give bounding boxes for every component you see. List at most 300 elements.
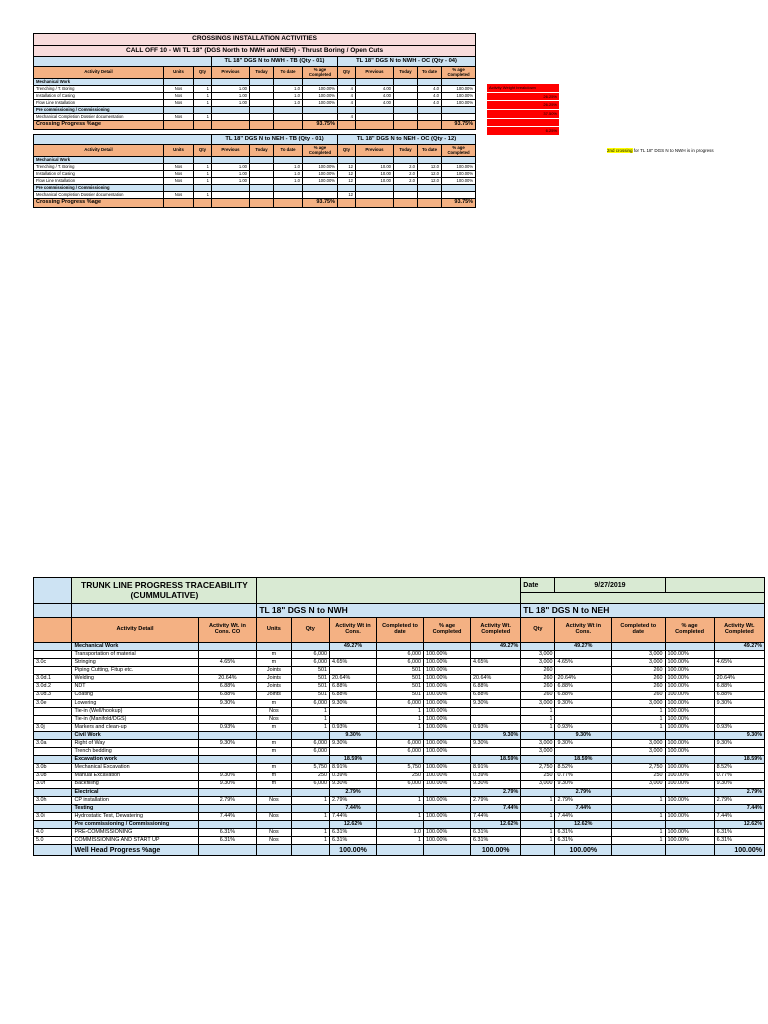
table-cell: Testing: [72, 804, 198, 812]
table-cell: Nos: [257, 715, 291, 723]
blank-cell: [442, 185, 476, 192]
table-cell: 9.30%: [471, 699, 521, 707]
table-row: [34, 100, 476, 107]
table-cell: [424, 804, 471, 812]
table-cell: Excavation work: [72, 756, 198, 764]
table-cell: Nos: [164, 164, 194, 171]
table-cell: 100.00%: [665, 723, 714, 731]
table-cell: Pre commissioning / Commissioning: [72, 821, 198, 829]
table-cell: 12.62%: [555, 821, 612, 829]
table-row: [34, 707, 765, 715]
table-cell: 20.64%: [471, 675, 521, 683]
blank-cell: [212, 79, 250, 86]
table-cell: 250: [291, 772, 329, 780]
table-row: [34, 780, 765, 788]
group-nwh: TL 18" DGS N to NWH: [257, 604, 521, 618]
table-cell: Trenching / T. Boring: [34, 86, 164, 93]
table-cell: 100.00%: [303, 93, 338, 100]
table-cell: Nos: [257, 812, 291, 820]
table-cell: 100.00%: [424, 691, 471, 699]
table-cell: [394, 100, 418, 107]
table-cell: Nos: [257, 707, 291, 715]
table-cell: 9.30%: [471, 740, 521, 748]
table-row: [34, 651, 765, 659]
table-cell: 260: [521, 683, 555, 691]
table-cell: Welding: [72, 675, 198, 683]
table-cell: Flow Line Installation: [34, 100, 164, 107]
blank-cell: [442, 107, 476, 114]
table-cell: 100.00%: [665, 675, 714, 683]
blank-cell: [356, 107, 394, 114]
table-cell: 12.0: [418, 171, 442, 178]
table-cell: [198, 707, 257, 715]
table-cell: 4.0: [418, 100, 442, 107]
table-row: [34, 829, 765, 837]
total-left: 93.75%: [303, 121, 338, 130]
table-cell: [291, 643, 329, 651]
table-cell: [274, 192, 303, 199]
table-cell: 1: [377, 812, 424, 820]
table-cell: 100.00%: [442, 100, 476, 107]
table-cell: [377, 804, 424, 812]
table-row: [34, 86, 476, 93]
blank-cell: [34, 578, 72, 604]
table-cell: [250, 86, 274, 93]
blank-cell: [212, 121, 250, 130]
table-cell: 8.52%: [555, 764, 612, 772]
table-cell: 9.30%: [198, 740, 257, 748]
table-cell: [471, 707, 521, 715]
table-cell: 7.44%: [198, 812, 257, 820]
table-row: [34, 740, 765, 748]
blank-cell: [274, 79, 303, 86]
table-cell: 12.62%: [714, 821, 764, 829]
table-cell: [424, 756, 471, 764]
table-cell: 100.00%: [424, 740, 471, 748]
table-cell: [198, 764, 257, 772]
table-cell: NDT: [72, 683, 198, 691]
section-row: [34, 643, 765, 651]
table-cell: 7.44%: [714, 804, 764, 812]
table-cell: [665, 756, 714, 764]
column-header: Today: [250, 67, 274, 79]
table-cell: [418, 192, 442, 199]
table-cell: [198, 651, 257, 659]
table-cell: COMMISSIONING AND START UP: [72, 837, 198, 845]
table-cell: 100.00%: [424, 707, 471, 715]
activity-weight-box: [487, 84, 559, 136]
table-cell: 1: [612, 812, 665, 820]
table-cell: 4.65%: [198, 659, 257, 667]
table-cell: 100.00%: [665, 715, 714, 723]
table-cell: [212, 192, 250, 199]
table-cell: 5.0: [34, 837, 72, 845]
blank-cell: [418, 79, 442, 86]
table-cell: 6.31%: [714, 837, 764, 845]
blank-cell: [356, 79, 394, 86]
table-cell: Markers and clean-up: [72, 723, 198, 731]
table-cell: 100.00%: [665, 812, 714, 820]
table-cell: m: [257, 659, 291, 667]
group-header-right: TL 18" DGS N to NEH - OC (Qty - 12): [338, 135, 476, 145]
table-cell: 9.30%: [714, 740, 764, 748]
table-cell: Nos: [164, 171, 194, 178]
table-cell: 2.79%: [471, 796, 521, 804]
table-cell: 2.79%: [329, 796, 376, 804]
table-cell: [424, 643, 471, 651]
weight-value: 6.25%: [487, 127, 559, 136]
table-cell: [250, 164, 274, 171]
blank-cell: [303, 107, 338, 114]
table-row: [34, 114, 476, 121]
table-cell: 1: [291, 837, 329, 845]
table-cell: 6.31%: [198, 837, 257, 845]
table-cell: Manual Excavation: [72, 772, 198, 780]
table-cell: 100.00%: [442, 171, 476, 178]
table-row: [34, 691, 765, 699]
table-row: [34, 748, 765, 756]
blank-cell: [356, 185, 394, 192]
table-cell: 1: [612, 723, 665, 731]
table-cell: 6.88%: [329, 683, 376, 691]
table-cell: [329, 651, 376, 659]
table-cell: 4.65%: [329, 659, 376, 667]
table-cell: 1: [521, 812, 555, 820]
column-header: Units: [164, 67, 194, 79]
table-cell: 7.44%: [329, 804, 376, 812]
table-cell: Joints: [257, 675, 291, 683]
table-cell: 18.59%: [555, 756, 612, 764]
table-cell: 6,000: [377, 748, 424, 756]
table-cell: PRE-COMMISSIONING: [72, 829, 198, 837]
table-cell: 12.62%: [471, 821, 521, 829]
table-cell: 6,000: [377, 740, 424, 748]
table-cell: 1: [377, 796, 424, 804]
section-row: [34, 107, 476, 114]
blank-cell: [194, 107, 212, 114]
table-cell: 100.00%: [424, 667, 471, 675]
table-cell: 0.39%: [471, 772, 521, 780]
table-cell: m: [257, 780, 291, 788]
blank-cell: [212, 107, 250, 114]
table-row: [34, 837, 765, 845]
blank-cell: [338, 199, 356, 208]
table-cell: 6,000: [291, 780, 329, 788]
blank-cell: [356, 157, 394, 164]
table-cell: [257, 821, 291, 829]
table-cell: [34, 643, 72, 651]
table-cell: 100.00%: [665, 659, 714, 667]
table-cell: 0.93%: [555, 723, 612, 731]
table-cell: [714, 651, 764, 659]
table-cell: 1: [612, 829, 665, 837]
table-cell: 6.88%: [198, 691, 257, 699]
trunk-line-table: [33, 577, 765, 856]
table-cell: m: [257, 723, 291, 731]
table-cell: 12: [338, 192, 356, 199]
table-cell: 100.00%: [665, 740, 714, 748]
table-cell: [471, 715, 521, 723]
note-text: for TL 18" DGS N to NWH is in progress: [632, 148, 714, 153]
blank-cell: [212, 199, 250, 208]
table-cell: [198, 748, 257, 756]
table-cell: 10.00: [356, 164, 394, 171]
table-cell: Nos: [164, 93, 194, 100]
table-cell: 100.00%: [303, 164, 338, 171]
table-cell: 8.91%: [329, 764, 376, 772]
column-header: Qty: [338, 67, 356, 79]
table-cell: [521, 756, 555, 764]
table-cell: [521, 821, 555, 829]
table-cell: Mechanical Completion Dossier documentation: [34, 192, 164, 199]
table-cell: 100.00%: [665, 691, 714, 699]
blank-cell: [194, 199, 212, 208]
table-cell: [303, 114, 338, 121]
table-cell: 2.79%: [714, 796, 764, 804]
table-cell: Nos: [164, 86, 194, 93]
blank-cell: [250, 199, 274, 208]
table-cell: 49.27%: [329, 643, 376, 651]
blank-cell: [338, 157, 356, 164]
column-header: To date: [274, 145, 303, 157]
table-cell: Mechanical Excavation: [72, 764, 198, 772]
table-cell: 501: [291, 691, 329, 699]
table-cell: 4.0: [418, 86, 442, 93]
table-cell: 3,000: [521, 659, 555, 667]
table-cell: 1.0: [274, 171, 303, 178]
table-cell: 3,000: [612, 659, 665, 667]
table-cell: [418, 114, 442, 121]
column-header: Qty: [291, 618, 329, 643]
table-cell: 1: [194, 164, 212, 171]
activity-weight-header: Activity Weight breakdown: [487, 84, 559, 93]
table-cell: Trenching / T. Boring: [34, 164, 164, 171]
table-row: [34, 683, 765, 691]
table-cell: 1: [521, 715, 555, 723]
column-header: To date: [418, 67, 442, 79]
table-cell: 6,000: [377, 699, 424, 707]
table-cell: 7.44%: [471, 804, 521, 812]
table-cell: 2,750: [521, 764, 555, 772]
table-cell: 250: [377, 772, 424, 780]
table-cell: 20.64%: [714, 675, 764, 683]
blank-cell: [34, 135, 212, 145]
table-cell: Installation of Casing: [34, 171, 164, 178]
table-cell: 2.79%: [471, 788, 521, 796]
table-cell: [612, 788, 665, 796]
blank-cell: [303, 185, 338, 192]
column-header: Activity Detail: [34, 145, 164, 157]
group-header-row: [34, 57, 476, 67]
table-cell: 100.00%: [424, 780, 471, 788]
table-cell: 6.31%: [329, 837, 376, 845]
table-cell: Nos: [257, 829, 291, 837]
table-row: [34, 659, 765, 667]
table-cell: 0.93%: [198, 723, 257, 731]
blank-cell: [164, 121, 194, 130]
table-cell: [521, 732, 555, 740]
table-cell: 1: [377, 715, 424, 723]
table-cell: 20.64%: [555, 675, 612, 683]
blank-cell: [250, 107, 274, 114]
table-cell: 10.00: [356, 178, 394, 185]
table-cell: 501: [291, 683, 329, 691]
table-cell: 3.0a: [34, 740, 72, 748]
table-cell: 100.00%: [665, 651, 714, 659]
table-cell: 3.0i: [34, 812, 72, 820]
section-row: [34, 732, 765, 740]
table-cell: 9.30%: [198, 699, 257, 707]
blank-cell: [521, 593, 765, 604]
trunk-header-row: [34, 618, 765, 643]
date-value: 9/27/2019: [555, 578, 665, 593]
table-cell: 100.00%: [665, 796, 714, 804]
column-header: % age Completed: [424, 618, 471, 643]
table-cell: Installation of Casing: [34, 93, 164, 100]
table-cell: 6,000: [291, 740, 329, 748]
column-header: Previous: [356, 145, 394, 157]
table-cell: [377, 643, 424, 651]
table-cell: 100.00%: [303, 86, 338, 93]
table-cell: 100.00%: [424, 772, 471, 780]
table-cell: 49.27%: [714, 643, 764, 651]
table-cell: 9.30%: [329, 732, 376, 740]
table-cell: [394, 114, 418, 121]
table-cell: [257, 804, 291, 812]
blank-cell: [394, 107, 418, 114]
table-cell: Transportation of material: [72, 651, 198, 659]
section-row: [34, 756, 765, 764]
table-cell: 100.00%: [665, 699, 714, 707]
table-cell: 100.00%: [442, 93, 476, 100]
table-cell: [555, 651, 612, 659]
blank-cell: [194, 185, 212, 192]
table-cell: [714, 748, 764, 756]
table-cell: 7.44%: [471, 812, 521, 820]
table-cell: 3.0d.1: [34, 675, 72, 683]
blank-cell: [164, 157, 194, 164]
table-cell: 3,000: [612, 740, 665, 748]
table-cell: 0.93%: [471, 723, 521, 731]
table-cell: [250, 93, 274, 100]
column-header: Qty: [194, 67, 212, 79]
crossings-title: CROSSINGS INSTALLATION ACTIVITIES: [34, 34, 476, 46]
blank-cell: [442, 79, 476, 86]
table-cell: 6.88%: [471, 683, 521, 691]
table-cell: 3.0b: [34, 764, 72, 772]
table-row: [34, 723, 765, 731]
table-cell: [198, 788, 257, 796]
section-label: Mechanical Work: [34, 79, 164, 86]
table-row: [34, 192, 476, 199]
table-cell: 3.0j: [34, 723, 72, 731]
section-row: [34, 788, 765, 796]
total-row: [34, 845, 765, 856]
table-cell: [665, 732, 714, 740]
total-value: 100.00%: [471, 845, 521, 856]
blank-cell: [418, 199, 442, 208]
group-header-left: TL 18" DGS N to NEH - TB (Qty - 01): [212, 135, 338, 145]
table-cell: 100.00%: [665, 667, 714, 675]
table-cell: 1.00: [212, 164, 250, 171]
table-cell: [329, 748, 376, 756]
table-cell: 100.00%: [442, 178, 476, 185]
table-cell: 1.00: [212, 93, 250, 100]
table-cell: 2.79%: [198, 796, 257, 804]
table-cell: 100.00%: [424, 659, 471, 667]
table-cell: m: [257, 651, 291, 659]
table-cell: [198, 732, 257, 740]
table-cell: Nos: [164, 192, 194, 199]
table-cell: Electrical: [72, 788, 198, 796]
blank-cell: [250, 157, 274, 164]
section-row: [34, 804, 765, 812]
table-cell: 6.88%: [714, 691, 764, 699]
table-cell: 6.31%: [555, 829, 612, 837]
table-cell: [521, 788, 555, 796]
table-cell: 6.31%: [198, 829, 257, 837]
table-cell: [291, 821, 329, 829]
table-cell: 1.0: [377, 829, 424, 837]
table-cell: 3,000: [521, 740, 555, 748]
table-cell: [356, 192, 394, 199]
blank-cell: [377, 845, 424, 856]
table-cell: 2.0: [394, 164, 418, 171]
section-label: Mechanical Work: [34, 157, 164, 164]
table-cell: 1.00: [212, 171, 250, 178]
table-cell: 9.30%: [714, 732, 764, 740]
table-cell: 9.30%: [329, 699, 376, 707]
table-cell: [34, 667, 72, 675]
table-row: [34, 796, 765, 804]
table-cell: 6.31%: [471, 837, 521, 845]
table-cell: [34, 732, 72, 740]
table-cell: 4: [338, 93, 356, 100]
table-cell: 3.0c: [34, 659, 72, 667]
table-cell: Nos: [257, 837, 291, 845]
table-cell: 3,000: [521, 651, 555, 659]
table-cell: Flow Line Installation: [34, 178, 164, 185]
table-cell: 6,000: [291, 651, 329, 659]
table-cell: 1.00: [212, 178, 250, 185]
column-header: Completed to date: [612, 618, 665, 643]
table-cell: 0.93%: [329, 723, 376, 731]
table-cell: 49.27%: [555, 643, 612, 651]
table-row: [34, 675, 765, 683]
weight-value: 37.50%: [487, 110, 559, 119]
table-cell: 1.00: [212, 100, 250, 107]
blank-cell: [418, 107, 442, 114]
table-cell: 250: [612, 772, 665, 780]
table-cell: 100.00%: [424, 812, 471, 820]
table-cell: 12.0: [418, 164, 442, 171]
table-cell: 1: [521, 837, 555, 845]
table-cell: Joints: [257, 691, 291, 699]
blank-cell: [338, 185, 356, 192]
column-header: Units: [164, 145, 194, 157]
table-cell: [329, 707, 376, 715]
weight-value: 26.25%: [487, 101, 559, 110]
table-cell: Lowering: [72, 699, 198, 707]
table-cell: 260: [521, 675, 555, 683]
table-cell: 100.00%: [424, 764, 471, 772]
table-cell: 1: [612, 715, 665, 723]
table-cell: 1: [612, 707, 665, 715]
table-cell: 18.59%: [329, 756, 376, 764]
blank-cell: [34, 57, 212, 67]
table-cell: Joints: [257, 667, 291, 675]
table-cell: 1: [291, 723, 329, 731]
